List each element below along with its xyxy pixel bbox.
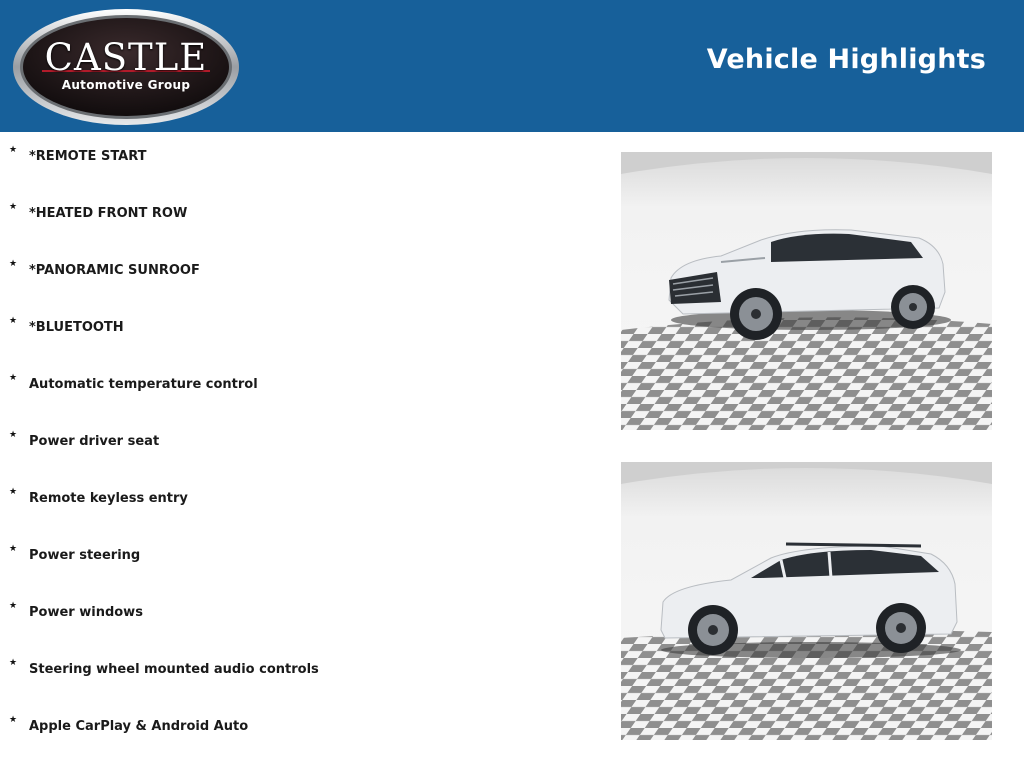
feature-label: Power windows [29, 605, 143, 620]
suv-front-view-image [621, 152, 992, 430]
star-icon: ★ [9, 145, 18, 155]
star-icon: ★ [9, 259, 18, 269]
vehicle-photo-front[interactable] [621, 152, 992, 430]
page-title: Vehicle Highlights [706, 44, 986, 75]
feature-item-apple-carplay-android-auto [0, 712, 600, 768]
feature-label: Power steering [29, 548, 141, 563]
logo-tagline-text: Automotive Group [61, 78, 191, 92]
feature-item-panoramic-sunroof [0, 256, 600, 313]
feature-item-steering-wheel-audio-controls [0, 655, 600, 712]
feature-item-remote-keyless-entry [0, 484, 600, 541]
star-icon: ★ [9, 430, 18, 440]
star-icon: ★ [9, 316, 18, 326]
feature-item-power-windows [0, 598, 600, 655]
logo-brand-text: CASTLE [44, 36, 208, 79]
feature-item-automatic-temperature-control [0, 370, 600, 427]
feature-item-power-steering [0, 541, 600, 598]
vehicle-photo-side[interactable] [621, 462, 992, 740]
feature-item-remote-start [0, 142, 600, 199]
feature-label: Steering wheel mounted audio controls [29, 662, 319, 677]
feature-label: Automatic temperature control [29, 377, 258, 392]
feature-label: *BLUETOOTH [29, 320, 124, 335]
feature-label: *REMOTE START [29, 149, 147, 164]
star-icon: ★ [9, 487, 18, 497]
feature-label: Apple CarPlay & Android Auto [29, 719, 249, 734]
star-icon: ★ [9, 544, 18, 554]
star-icon: ★ [9, 373, 18, 383]
feature-label: *HEATED FRONT ROW [29, 206, 188, 221]
feature-item-heated-front-row [0, 199, 600, 256]
suv-side-view-image [621, 462, 992, 740]
star-icon: ★ [9, 601, 18, 611]
star-icon: ★ [9, 658, 18, 668]
feature-item-bluetooth [0, 313, 600, 370]
star-icon: ★ [9, 202, 18, 212]
feature-list [0, 142, 600, 768]
star-icon: ★ [9, 715, 18, 725]
feature-label: Power driver seat [29, 434, 160, 449]
header-bar [0, 0, 1024, 132]
feature-item-power-driver-seat [0, 427, 600, 484]
feature-label: *PANORAMIC SUNROOF [29, 263, 200, 278]
castle-logo[interactable] [12, 8, 240, 126]
feature-label: Remote keyless entry [29, 491, 188, 506]
